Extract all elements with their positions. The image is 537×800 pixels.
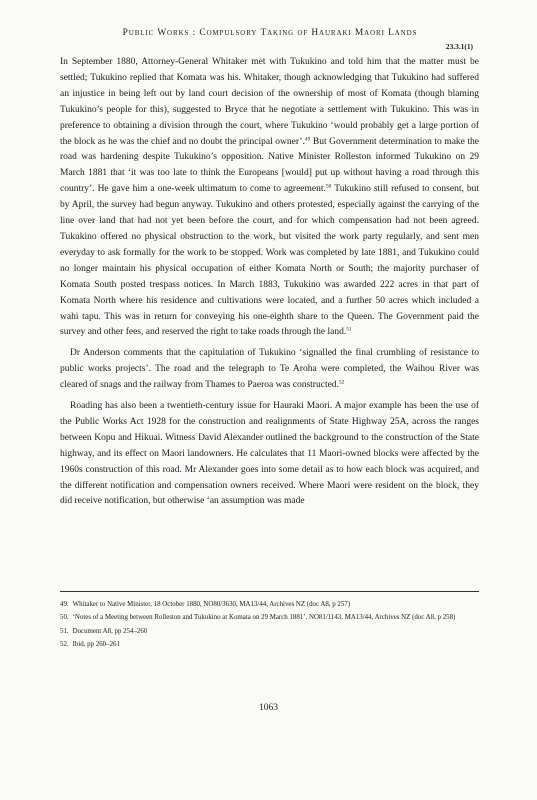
section-reference: 23.3.1(1) (445, 42, 473, 51)
footnote-divider (60, 591, 479, 592)
footnote-ref-51: 51 (346, 326, 352, 333)
footnote-number: 50. (60, 614, 69, 622)
paragraph-1 (60, 55, 479, 341)
footnote-50 (60, 612, 479, 624)
paragraph-1-text-b: But Government determination to make the road was hardening despite Tukukino’s opposition. Native Minister Rolleston informed Tukukino on 29 March 1881 that ‘it was too late to think the Europeans [would] put up without having a road through this country’. He gave him a one-week ultimatum to come to agreement. (60, 136, 479, 195)
paragraph-3-text: Roading has also been a twentieth-century issue for Hauraki Maori. A major example has been the use of the Public Works Act 1928 for the construction and realignments of State Highway 25A, across the ranges between Kopu and Hikuai. Witness David Alexander outlined the background to the construction of the State highway, and its effect on Maori landowners. He calculates that 11 Maori-owned blocks were affected by the 1960s construction of this road. Mr Alexander goes into some detail as to how each block was acquired, and the different notification and compensation owners received. Where Maori were resident on the block, they did receive notification, but otherwise ‘an assumption was made (60, 401, 479, 507)
footnote-number: 52. (60, 640, 69, 648)
paragraph-2 (60, 346, 479, 394)
footnotes (60, 599, 479, 652)
footnote-text: ‘Notes of a Meeting between Rolleston and Tukukino at Komata on 29 March 1881’, NO81/1143, MA13/44, Archives NZ (doc A8, p 258) (72, 614, 456, 622)
page-number: 1063 (259, 703, 278, 713)
footnote-52 (60, 639, 479, 651)
paragraph-3 (60, 399, 479, 510)
body-text (60, 55, 479, 515)
footnote-text: Ibid, pp 260–261 (72, 640, 120, 648)
footnote-51 (60, 626, 479, 638)
paragraph-1-text-a: In September 1880, Attorney-General Whitaker met with Tukukino and told him that the matter must be settled; Tukukino replied that Komata was his. Whitaker, though acknowledging that Tukukino had suffered an injustice in being left out by land court decision of the ownership of most of Komata (though blaming Tukukino’s people for this), suggested to Bryce that he negotiate a settlement with Tukukino. This was in preference to obtaining a division through the court, where Tukukino ‘would probably get a large portion of the block as he was the chief and no doubt the principal owner’. (60, 57, 479, 147)
paragraph-1-text-c: Tukukino still refused to consent, but by April, the survey had begun anyway. Tukukino and others protested, especially against the carrying of the line over land that had not yet been before the court, and for which compensation had not been agreed. Tukukino offered no physical obstruction to the work, but visited the work party regularly, and sent men everyday to ask formally for the work to be stopped. Work was completed by late 1881, and Tukukino could no longer maintain his physical occupation of either Komata North or South; the majority purchaser of Komata South posted trespass notices. In March 1883, Tukukino was awarded 222 acres in that part of Komata North where his residence and cultivations were located, and a further 50 acres which included a wahi tapu. This was in return for conveying his one-eighth share to the Queen. The Government paid the survey and other fees, and reserved the right to take roads through the land. (60, 184, 479, 338)
running-header: Public Works : Compulsory Taking of Hauraki Maori Lands (122, 28, 418, 38)
footnote-49 (60, 599, 479, 611)
footnote-ref-50: 50 (325, 183, 332, 190)
footnote-ref-49: 49 (304, 136, 311, 143)
footnote-number: 49. (60, 601, 69, 608)
paragraph-2-text: Dr Anderson comments that the capitulation of Tukukino ‘signalled the final crumbling of resistance to public works projects’. The road and the telegraph to Te Aroha were completed, the Waihou River was cleared of snags and the railway from Thames to Paeroa was constructed. (60, 348, 479, 391)
footnote-number: 51. (60, 627, 69, 635)
footnote-text: Document A8, pp 254–260 (72, 627, 148, 635)
footnote-text: Whitaker to Native Minister, 18 October 1880, NO80/3630, MA13/44, Archives NZ (doc A8, p 257) (72, 601, 351, 608)
footnote-ref-52: 52 (338, 379, 345, 386)
